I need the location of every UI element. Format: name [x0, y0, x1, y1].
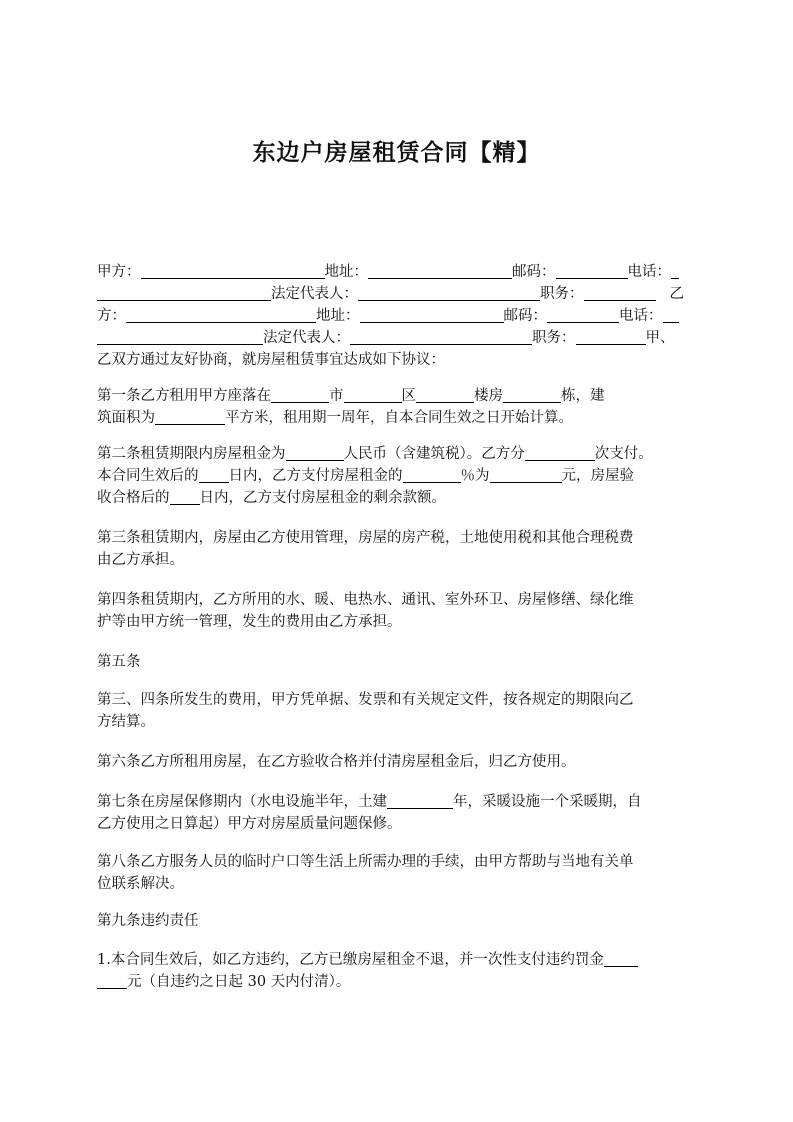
article-2 — [97, 443, 707, 509]
address-blank-b[interactable] — [360, 307, 504, 323]
article-2-yuan: 元，房屋验 — [561, 468, 634, 484]
article-7-text: 第七条在房屋保修期内（水电设施半年，土建 — [97, 794, 387, 810]
phone-blank[interactable] — [671, 263, 679, 279]
article-2-currency: 人民币（含建筑税）。乙方分 — [343, 446, 525, 462]
position-label: 职务： — [540, 286, 584, 302]
article-1 — [97, 385, 707, 429]
article-7-line-2: 乙方使用之日算起）甲方对房屋质量问题保修。 — [97, 816, 402, 832]
article-9-heading — [97, 910, 707, 932]
article-1-city: 市 — [329, 388, 344, 404]
article-2-line-2 — [97, 465, 707, 487]
article-1-unit: 栋，建 — [561, 388, 605, 404]
postcode-blank[interactable] — [556, 263, 628, 279]
article-5-body-line-1: 第三、四条所发生的费用，甲方凭单据、发票和有关规定文件，按各规定的期限向乙 — [97, 692, 634, 708]
article-1-district: 区 — [401, 388, 416, 404]
city-blank[interactable] — [271, 387, 329, 403]
article-3-line-2: 由乙方承担。 — [97, 552, 184, 568]
article-4-line-2: 护等由甲方统一管理，发生的费用由乙方承担。 — [97, 614, 402, 630]
parties-line-1 — [97, 261, 707, 283]
amount-blank[interactable] — [490, 467, 562, 483]
phone-blank-b[interactable] — [663, 307, 679, 323]
article-9-line-1 — [97, 949, 707, 971]
penalty-blank-cont[interactable] — [97, 973, 127, 989]
days-blank[interactable] — [199, 467, 229, 483]
article-9-yuan: 元（自违约之日起 30 天内付清）。 — [127, 974, 351, 990]
article-1-text: 第一条乙方租用甲方座落在 — [97, 388, 271, 404]
warranty-years-blank[interactable] — [387, 793, 453, 809]
unit-blank[interactable] — [503, 387, 561, 403]
parties-line-4 — [97, 327, 707, 349]
article-6 — [97, 751, 707, 773]
article-8-line-1: 第八条乙方服务人员的临时户口等生活上所需办理的手续，由甲方帮助与当地有关单 — [97, 854, 634, 870]
legal-rep-blank-b[interactable] — [350, 329, 532, 345]
district-blank[interactable] — [344, 387, 402, 403]
article-6-line: 第六条乙方所租用房屋，在乙方验收合格并付清房屋租金后，归乙方使用。 — [97, 754, 576, 770]
article-2-line-1 — [97, 443, 707, 465]
article-7-line-1 — [97, 791, 707, 813]
article-2-pay-rent: 日内，乙方支付房屋租金的 — [228, 468, 403, 484]
phone-blank-b-cont[interactable] — [97, 329, 263, 345]
party-b-label: 乙 — [669, 286, 684, 302]
article-9-title: 第九条违约责任 — [97, 913, 199, 929]
postcode-blank-b[interactable] — [547, 307, 619, 323]
article-1-line-2 — [97, 407, 707, 429]
article-7 — [97, 791, 707, 835]
parties-line-2 — [97, 283, 707, 305]
article-7-heating: 年，采暖设施一个采暖期，自 — [453, 794, 642, 810]
article-1-building: 楼房 — [474, 388, 503, 404]
phone-label-b: 电话： — [619, 308, 663, 324]
article-5-heading — [97, 651, 707, 673]
article-4-line-1: 第四条租赁期内，乙方所用的水、暖、电热水、通讯、室外环卫、房屋修缮、绿化维 — [97, 592, 634, 608]
address-label: 地址： — [324, 264, 368, 280]
article-9-line-2 — [97, 971, 707, 993]
position-label-b: 职务： — [532, 330, 576, 346]
agreement-line: 乙双方通过友好协商，就房屋租赁事宜达成如下协议： — [97, 352, 445, 368]
document-title: 东边户房屋租赁合同【精】 — [252, 140, 541, 166]
legal-rep-label: 法定代表人： — [271, 286, 358, 302]
installments-blank[interactable] — [525, 445, 595, 461]
article-1-area-label: 筑面积为 — [97, 410, 155, 426]
rent-blank[interactable] — [286, 445, 344, 461]
address-label-b: 地址： — [316, 308, 360, 324]
party-a-label: 甲方： — [97, 264, 141, 280]
legal-rep-blank[interactable] — [358, 285, 540, 301]
position-blank-b[interactable] — [576, 329, 646, 345]
address-blank[interactable] — [368, 263, 512, 279]
article-2-installments: 次支付。 — [594, 446, 653, 462]
article-2-after-effective: 本合同生效后的 — [97, 468, 199, 484]
penalty-blank[interactable] — [604, 951, 638, 967]
article-2-remaining: 日内，乙方支付房屋租金的剩余款额。 — [199, 490, 446, 506]
article-2-after-acceptance: 收合格后的 — [97, 490, 170, 506]
article-8-line-2: 位联系解决。 — [97, 876, 184, 892]
parties-block — [97, 261, 707, 371]
party-b-blank[interactable] — [126, 307, 316, 323]
position-blank[interactable] — [584, 285, 656, 301]
article-5-line: 第五条 — [97, 654, 141, 670]
area-blank[interactable] — [155, 409, 225, 425]
building-blank[interactable] — [416, 387, 474, 403]
phone-label: 电话： — [627, 264, 671, 280]
article-1-term: 平方米，租用期一周年，自本合同生效之日开始计算。 — [225, 410, 573, 426]
article-9-item-1 — [97, 949, 707, 993]
percent-blank[interactable] — [403, 467, 461, 483]
article-2-text: 第二条租赁期限内房屋租金为 — [97, 446, 286, 462]
postcode-label-b: 邮码： — [503, 308, 547, 324]
party-a-blank[interactable] — [141, 263, 325, 279]
article-9-text: 1.本合同生效后，如乙方违约，乙方已缴房屋租金不退，并一次性支付违约罚金 — [97, 952, 604, 968]
phone-blank-cont[interactable] — [97, 285, 271, 301]
article-5-body-line-2: 方结算。 — [97, 714, 155, 730]
legal-rep-label-b: 法定代表人： — [263, 330, 350, 346]
postcode-label: 邮码： — [512, 264, 556, 280]
parties-ending: 甲、 — [645, 330, 675, 346]
days-blank-2[interactable] — [170, 489, 200, 505]
parties-line-3 — [97, 305, 707, 327]
article-2-percent: ％为 — [460, 468, 490, 484]
article-2-line-3 — [97, 487, 707, 509]
article-8 — [97, 851, 707, 895]
party-b-label-cont: 方： — [97, 308, 126, 324]
article-5-body — [97, 689, 707, 733]
article-4 — [97, 589, 707, 633]
article-1-line-1 — [97, 385, 707, 407]
article-3-line-1: 第三条租赁期内，房屋由乙方使用管理，房屋的房产税，土地使用税和其他合理税费 — [97, 530, 634, 546]
article-3 — [97, 527, 707, 571]
